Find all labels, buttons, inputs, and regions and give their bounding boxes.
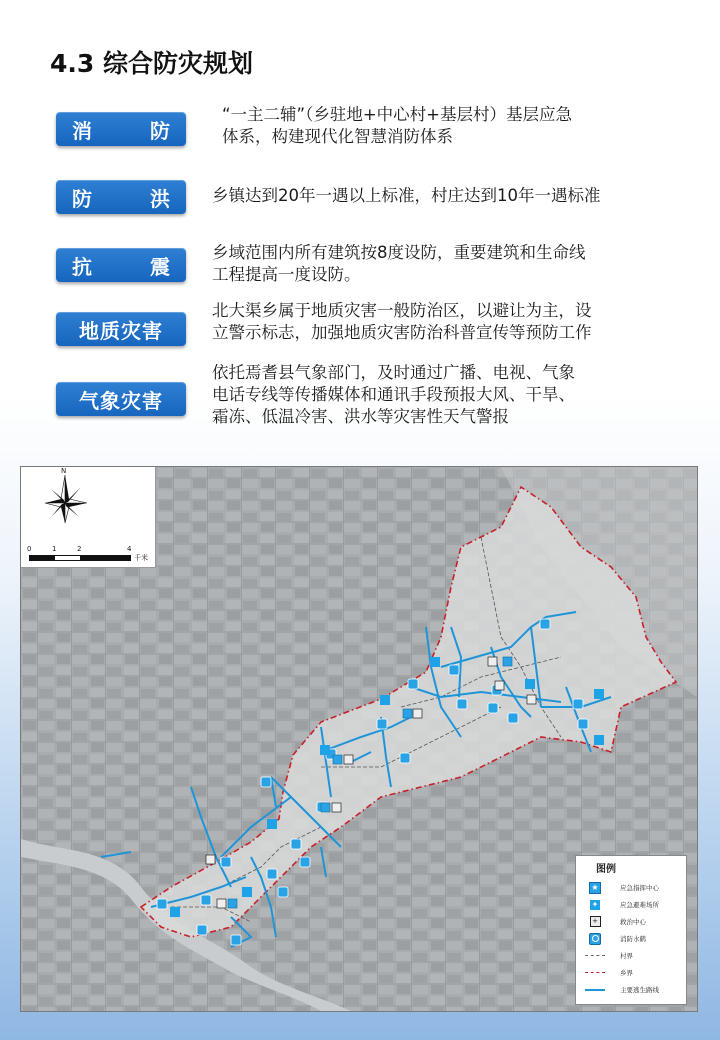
legend-label: 救治中心 <box>620 918 646 926</box>
legend-item <box>576 930 686 947</box>
badge-flood <box>56 180 186 214</box>
map-legend <box>575 855 687 1005</box>
badge-geological <box>56 312 186 346</box>
legend-title: 图例 <box>596 864 616 875</box>
section-desc: “一主二辅”（乡驻地+中心村+基层村）基层应急 体系，构建现代化智慧消防体系 <box>222 105 572 146</box>
badge-label: 地质灾害 <box>79 318 163 343</box>
scale-tick-2: 2 <box>77 545 82 553</box>
village-boundary-line <box>585 955 605 956</box>
section-desc: 依托焉耆县气象部门，及时通过广播、电视、气象 电话专线等传播媒体和通讯手段预报大风、干旱、 霜冻、低温冷害、洪水等灾害性天气警报 <box>212 363 575 426</box>
medical-icon: + <box>590 916 601 927</box>
star-icon: ★ <box>589 882 601 894</box>
township-boundary-line <box>585 972 605 973</box>
scale-tick-0: 0 <box>27 545 32 553</box>
badge-label: 气象灾害 <box>79 388 163 413</box>
scale-unit: 千米 <box>134 554 148 562</box>
legend-item <box>576 896 686 913</box>
section-desc: 乡域范围内所有建筑按8度设防，重要建筑和生命线 工程提高一度设防。 <box>212 243 586 284</box>
badge-char: 消 <box>72 118 92 143</box>
legend-item <box>576 981 686 998</box>
scale-tick-1: 1 <box>52 545 57 553</box>
badge-char: 防 <box>72 186 92 211</box>
badge-char: 震 <box>150 254 170 279</box>
legend-label: 应急指挥中心 <box>620 884 659 892</box>
section-desc: 乡镇达到20年一遇以上标准，村庄达到10年一遇标准 <box>212 186 601 205</box>
north-label: N <box>61 467 67 475</box>
badge-earthquake <box>56 248 186 282</box>
legend-label: 应急避难场所 <box>620 901 659 909</box>
legend-label: 消防水鹤 <box>620 935 646 943</box>
disaster-prevention-map <box>20 466 698 1012</box>
legend-item <box>576 947 686 964</box>
legend-item <box>576 964 686 981</box>
badge-fire <box>56 112 186 146</box>
page-title: 4.3 综合防灾规划 <box>50 49 253 78</box>
legend-item <box>576 913 686 930</box>
badge-char: 洪 <box>150 186 170 211</box>
legend-item <box>576 879 686 896</box>
compass-scale-box <box>21 467 156 568</box>
legend-label: 主要逃生路线 <box>620 986 659 994</box>
evacuation-route-line <box>585 989 605 991</box>
scale-tick-4: 4 <box>127 545 132 553</box>
badge-char: 抗 <box>72 254 92 279</box>
badge-char: 防 <box>150 118 170 143</box>
legend-label: 乡界 <box>620 969 633 977</box>
north-arrow-icon <box>21 467 155 567</box>
scale-bar <box>29 555 131 561</box>
section-desc: 北大渠乡属于地质灾害一般防治区，以避让为主，设 立警示标志，加强地质灾害防治科普宣传等预防工作 <box>212 301 592 342</box>
hydrant-icon <box>589 933 601 945</box>
running-person-icon: ✦ <box>591 899 599 909</box>
legend-label: 村界 <box>620 952 633 960</box>
badge-meteorological <box>56 382 186 416</box>
